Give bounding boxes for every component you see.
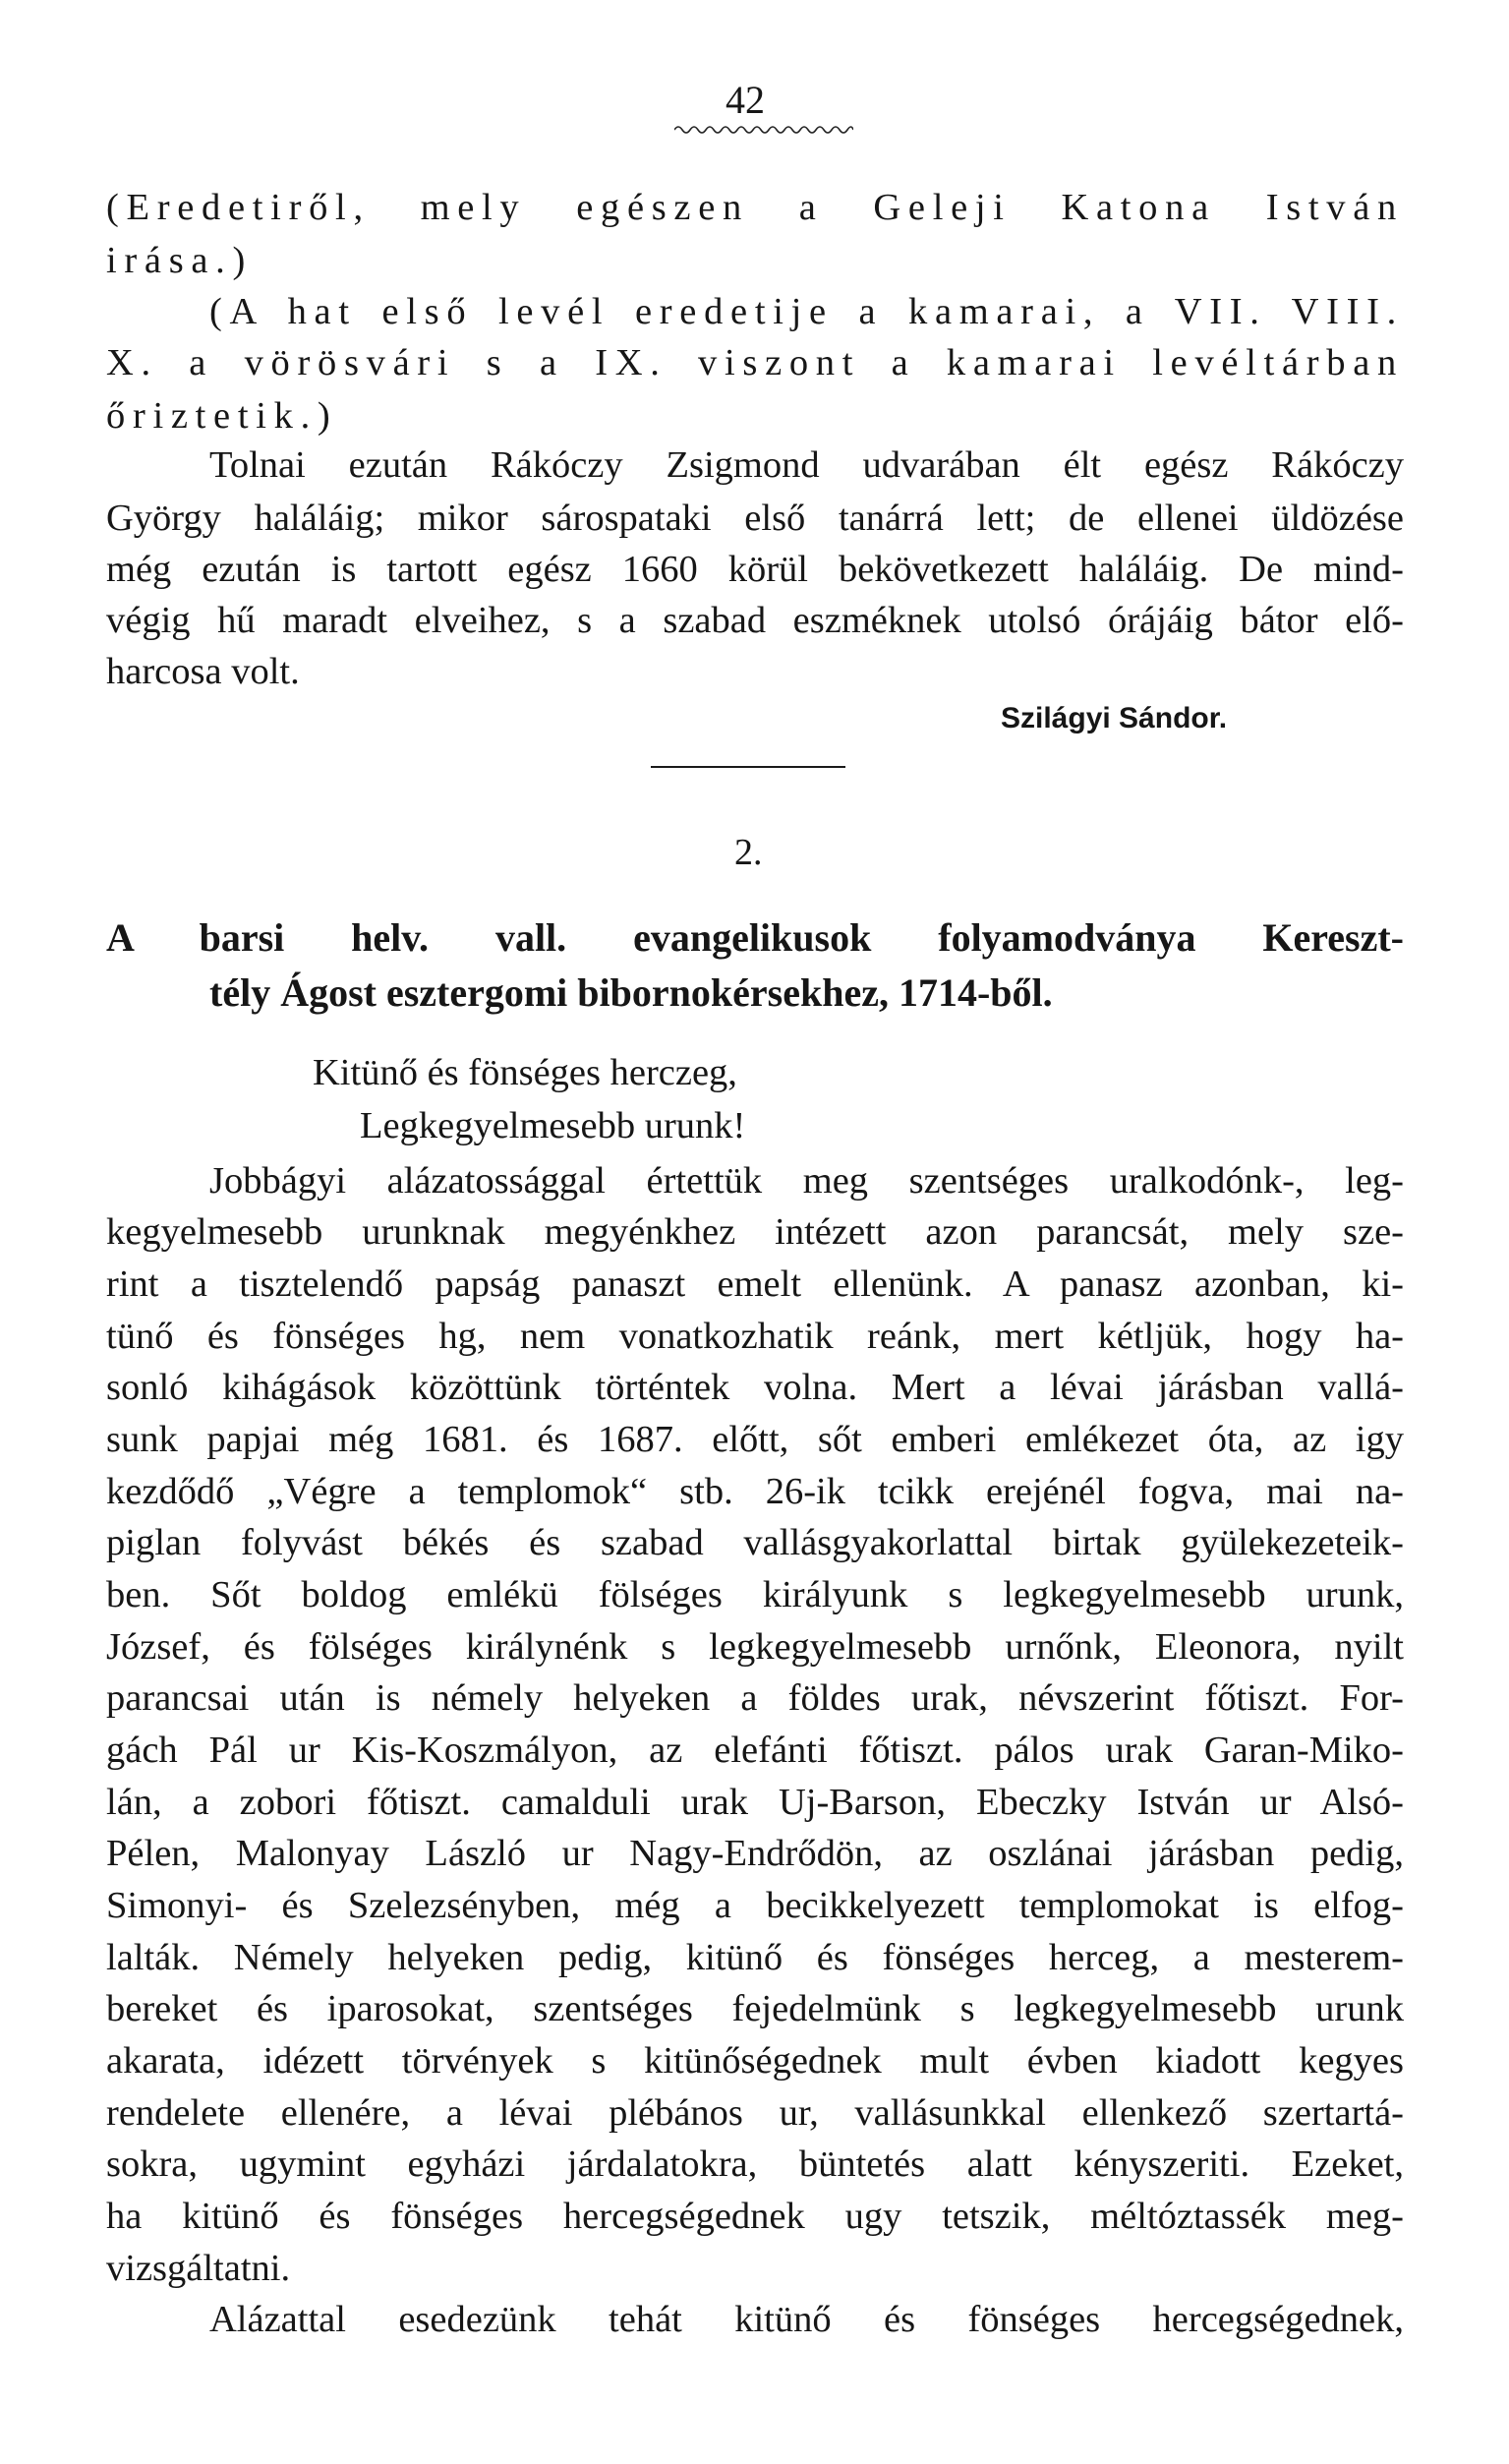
text-line: (Eredetiről, mely egészen a Geleji Katona István [106, 187, 1404, 228]
text-line: ben. Sőt boldog emlékü fölséges királyunk s legkegyelmesebb urunk, [106, 1574, 1404, 1615]
text-line: őriztetik.) [106, 395, 338, 437]
text-line: kegyelmesebb urunknak megyénkhez intézett azon parancsát, mely sze- [106, 1211, 1404, 1253]
text-line: György haláláig; mikor sárospataki első tanárrá lett; de ellenei üldözése [106, 498, 1404, 539]
text-line: József, és fölséges királynénk s legkegyelmesebb urnőnk, Eleonora, nyilt [106, 1626, 1404, 1668]
salutation-line: Legkegyelmesebb urunk! [360, 1105, 746, 1146]
section-title-line: A barsi helv. vall. evangelikusok folyamodványa Kereszt- [106, 915, 1404, 960]
salutation-line: Kitünő és fönséges herczeg, [313, 1052, 737, 1093]
text-line: sonló kihágások közöttünk történtek volna. Mert a lévai járásban vallá- [106, 1367, 1404, 1408]
text-line: végig hű maradt elveihez, s a szabad eszméknek utolsó órájáig bátor elő- [106, 600, 1404, 641]
section-number: 2. [734, 832, 763, 873]
text-line: ha kitünő és fönséges hercegségednek ugy tetszik, méltóztassék meg- [106, 2196, 1404, 2237]
text-line: sokra, ugymint egyházi járdalatokra, büntetés alatt kényszeriti. Ezeket, [106, 2143, 1404, 2185]
text-line: gách Pál ur Kis-Koszmályon, az elefánti főtiszt. pálos urak Garan-Miko- [106, 1730, 1404, 1771]
text-line: piglan folyvást békés és szabad vallásgyakorlattal birtak gyülekezeteik- [106, 1522, 1404, 1563]
text-line: akarata, idézett törvények s kitünőségednek mult évben kiadott kegyes [106, 2040, 1404, 2082]
text-line: Tolnai ezután Rákóczy Zsigmond udvarában élt egész Rákóczy [209, 444, 1404, 486]
text-line: rendelete ellenére, a lévai plébános ur, vallásunkkal ellenkező szertartá- [106, 2092, 1404, 2134]
text-line: még ezután is tartott egész 1660 körül bekövetkezett haláláig. De mind- [106, 549, 1404, 590]
text-line: bereket és iparosokat, szentséges fejedelmünk s legkegyelmesebb urunk [106, 1988, 1404, 2029]
text-line: Simonyi- és Szelezsényben, még a becikkelyezett templomokat is elfog- [106, 1885, 1404, 1926]
text-line: vizsgáltatni. [106, 2248, 291, 2289]
text-line: Alázattal esedezünk tehát kitünő és fönséges hercegségednek, [209, 2299, 1404, 2340]
text-line: X. a vörösvári s a IX. viszont a kamarai levéltárban [106, 342, 1404, 383]
text-line: tünő és fönséges hg, nem vonatkozhatik reánk, mert kétljük, hogy ha- [106, 1316, 1404, 1357]
page-number: 42 [725, 78, 765, 122]
text-line: irása.) [106, 240, 254, 281]
text-line: harcosa volt. [106, 651, 300, 692]
section-title-line: tély Ágost esztergomi bibornokérsekhez, 1714-ből. [209, 970, 1053, 1015]
page-number-ornament [674, 124, 853, 136]
text-line: rint a tisztelendő papság panaszt emelt ellenünk. A panasz azonban, ki- [106, 1263, 1404, 1305]
text-line: kezdődő „Végre a templomok“ stb. 26-ik tcikk erejénél fogva, mai na- [106, 1471, 1404, 1512]
text-line: Jobbágyi alázatossággal értettük meg szentséges uralkodónk-, leg- [209, 1160, 1404, 1202]
text-line: (A hat első levél eredetije a kamarai, a VII. VIII. [209, 291, 1404, 332]
text-line: parancsai után is némely helyeken a földes urak, névszerint főtiszt. For- [106, 1677, 1404, 1719]
text-line: lalták. Némely helyeken pedig, kitünő és fönséges herceg, a mesterem- [106, 1937, 1404, 1978]
text-line: lán, a zobori főtiszt. camalduli urak Uj-Barson, Ebeczky István ur Alsó- [106, 1782, 1404, 1823]
section-divider [651, 766, 845, 768]
text-line: Pélen, Malonyay László ur Nagy-Endrődön, az oszlánai járásban pedig, [106, 1833, 1404, 1874]
signature: Szilágyi Sándor. [1001, 702, 1228, 734]
text-line: sunk papjai még 1681. és 1687. előtt, sőt emberi emlékezet óta, az igy [106, 1419, 1404, 1460]
